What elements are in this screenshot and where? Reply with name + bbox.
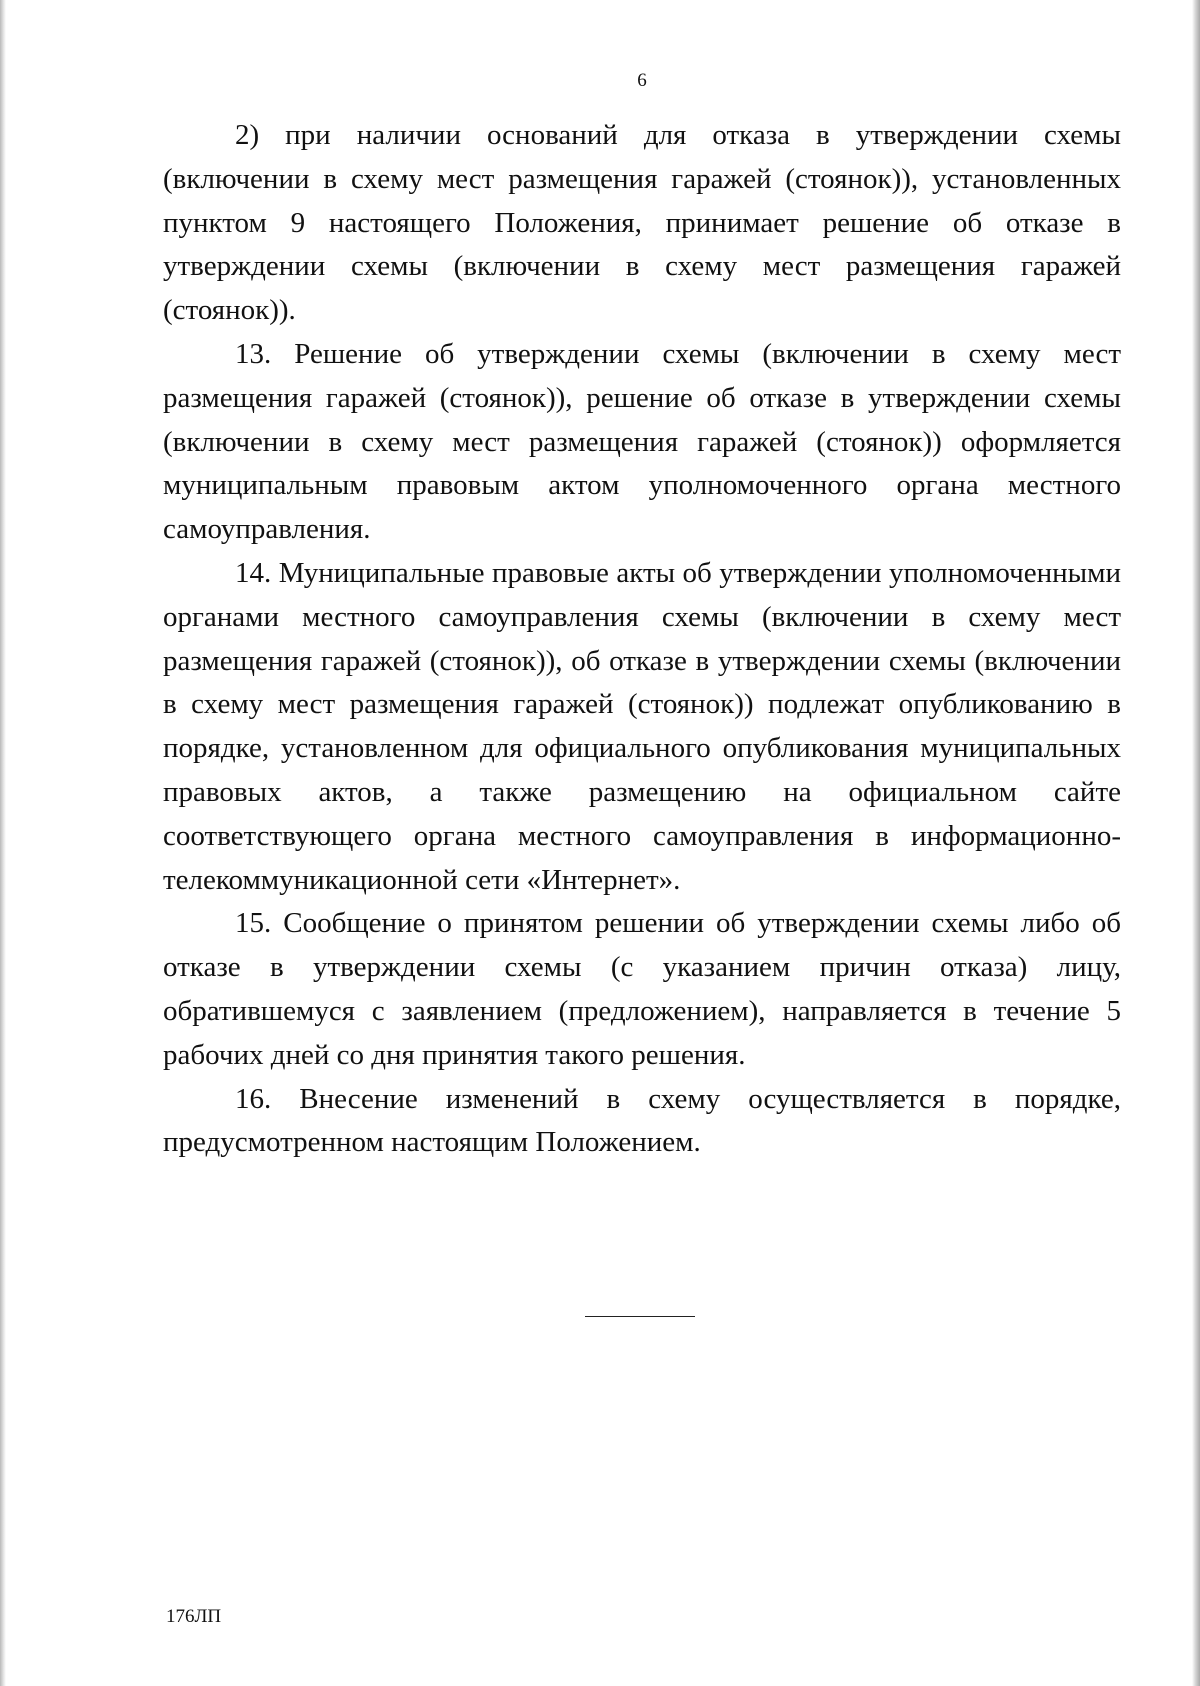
paragraph-item-2: 2) при наличии оснований для отказа в утверждении схемы (включении в схему мест размещения гаражей (стоянок)), установленных пунктом 9 настоящего Положения, принимает решение об отказе в утверждении схемы (включении в схему мест размещения гаражей (стоянок)). [163,119,1121,327]
scan-edge-right [1192,0,1200,1686]
document-body [163,114,1121,1165]
paragraph-16: 16. Внесение изменений в схему осуществляется в порядке, предусмотренном настоящим Положением. [163,1082,1121,1159]
scan-edge-left [0,0,6,1686]
page-number: 6 [637,70,647,91]
paragraph-15: 15. Сообщение о принятом решении об утверждении схемы либо об отказе в утверждении схемы (с указанием причин отказа) лицу, обратившемуся с заявлением (предложением), направляется в течение 5 рабочих дней со дня принятия такого решения. [163,907,1121,1071]
paragraph-14: 14. Муниципальные правовые акты об утверждении уполномоченными органами местного самоуправления схемы (включении в схему мест размещения гаражей (стоянок)), об отказе в утверждении схемы (включении в схему мест размещения гаражей (стоянок)) подлежат опубликованию в порядке, установленном для официального опубликования муниципальных правовых актов, а также размещению на официальном сайте соответствующего органа местного самоуправления в информационно-телекоммуникационной сети «Интернет». [163,556,1121,896]
end-of-document-rule [585,1316,695,1317]
document-code: 176ЛП [166,1606,222,1627]
paragraph-13: 13. Решение об утверждении схемы (включении в схему мест размещения гаражей (стоянок)), решение об отказе в утверждении схемы (включении в схему мест размещения гаражей (стоянок)) оформляется муниципальным правовым актом уполномоченного органа местного самоуправления. [163,337,1121,546]
